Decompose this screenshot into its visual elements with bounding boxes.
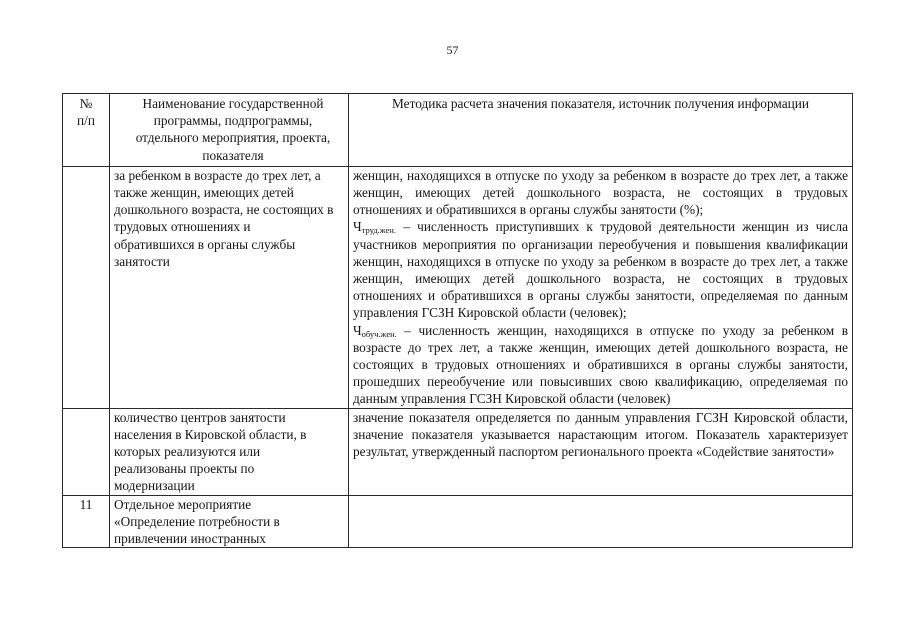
table-header-row bbox=[63, 94, 853, 167]
page-number: 57 bbox=[446, 43, 459, 57]
row-method bbox=[349, 495, 853, 548]
definition-1-text: – численность приступивших к трудовой деятельности женщин из числа участников мероприятия по организации переобучения и повышения квалификации женщин, находящихся в отпуске по уходу за ребенком в возрасте до трех лет, а также женщин, имеющих детей дошкольного возраста, не состоящих в трудовых отношениях и обратившихся в органы службы занятости, определяемая по данным управления ГСЗН Кировской области (человек); bbox=[353, 219, 848, 321]
table-row bbox=[63, 408, 853, 495]
row-number bbox=[63, 408, 110, 495]
header-name: Наименование государственной программы, подпрограммы, отдельного мероприятия, проекта, показателя bbox=[110, 94, 349, 167]
table-row bbox=[63, 495, 853, 548]
row-method bbox=[349, 166, 853, 408]
definition-1-subscript: труд.жен. bbox=[361, 225, 396, 236]
definition-2-text: – численность женщин, находящихся в отпуске по уходу за ребенком в возрасте до трех лет, а также женщин, имеющих детей дошкольного возраста, не состоящих в трудовых отношениях и обратившихся в органы службы занятости, прошедших переобучение или повысивших свою квалификацию, определяемая по данным управления ГСЗН Кировской области (человек) bbox=[353, 322, 848, 407]
row-name: Отдельное мероприятие «Определение потребности в привлечении иностранных bbox=[110, 495, 349, 548]
definition-2 bbox=[353, 322, 848, 408]
row-name: количество центров занятости населения в Кировской области, в которых реализуются или реализованы проекты по модернизации bbox=[110, 408, 349, 495]
header-method: Методика расчета значения показателя, источник получения информации bbox=[349, 94, 853, 167]
header-number: № п/п bbox=[63, 94, 110, 167]
table-row bbox=[63, 166, 853, 408]
definition-2-subscript: обуч.жен. bbox=[361, 328, 397, 339]
row-name: за ребенком в возрасте до трех лет, а также женщин, имеющих детей дошкольного возраста, не состоящих в трудовых отношениях и обратившихся в органы службы занятости bbox=[110, 166, 349, 408]
indicators-table bbox=[62, 93, 853, 548]
row-number: 11 bbox=[63, 495, 110, 548]
definition-1 bbox=[353, 218, 848, 321]
row-method: значение показателя определяется по данным управления ГСЗН Кировской области, значение показателя указывается нарастающим итогом. Показатель характеризует результат, утвержденный паспортом регионального проекта «Содействие занятости» bbox=[349, 408, 853, 495]
row-number bbox=[63, 166, 110, 408]
definition-2-symbol: Ч bbox=[353, 322, 362, 338]
definition-1-symbol: Ч bbox=[353, 219, 362, 235]
method-intro: женщин, находящихся в отпуске по уходу за ребенком в возрасте до трех лет, а также женщин, имеющих детей дошкольного возраста, не состоящих в трудовых отношениях и обратившихся в органы службы занятости (%); bbox=[353, 167, 848, 218]
